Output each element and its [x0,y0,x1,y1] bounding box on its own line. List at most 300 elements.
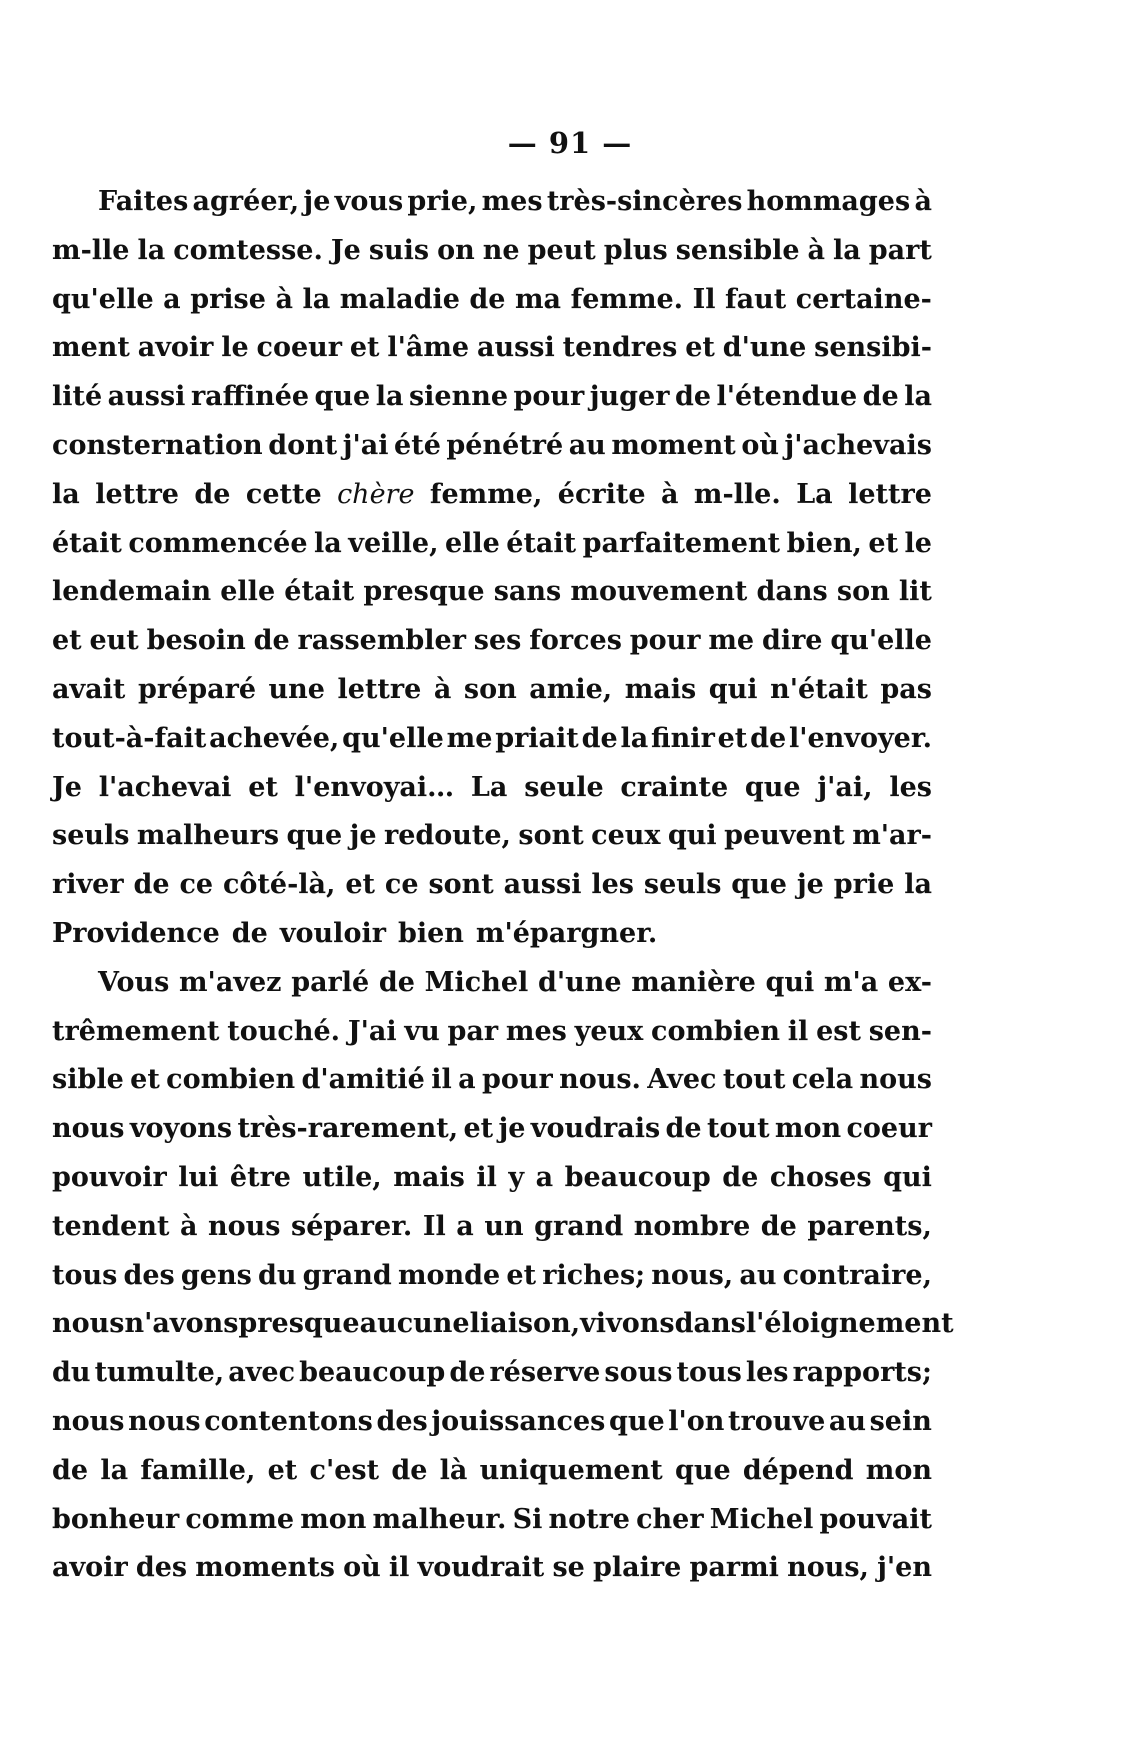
word: d'amitié [301,1064,425,1096]
word: la [620,722,649,754]
word: on [437,234,475,266]
word: le [904,527,932,559]
text-line [52,332,932,381]
word: elle [444,527,500,559]
word: pour [513,381,585,413]
word: au [568,429,606,461]
word: les [889,771,932,803]
word: qui [667,820,717,852]
word: tendres [562,332,678,364]
word: à [914,186,932,217]
word: qui [883,1161,932,1193]
word: moments [195,1552,335,1584]
word: était [284,576,355,608]
word: mouvement [570,576,748,608]
word: peut [527,234,596,266]
word: que [608,1405,665,1437]
text-line [98,967,932,1016]
text-line [52,820,932,869]
word: gens [180,1259,252,1291]
word: priait [495,722,579,754]
word: nous [52,1308,125,1340]
word: n'avons [124,1308,239,1340]
word: touché. [227,1015,341,1047]
word: je [349,820,377,852]
word: utile, [302,1161,382,1193]
word: à [275,283,293,315]
word: me [446,722,493,754]
word: peuvent [724,820,845,852]
word: plus [603,234,668,266]
word: être [229,1161,291,1193]
word: ce [179,869,214,901]
word: des [376,1405,428,1437]
word: était [52,527,122,559]
text-line [52,284,932,333]
word: et [52,625,82,657]
word: coeur [846,1113,932,1145]
word: parlé [291,966,370,998]
word: nous, [787,1552,869,1584]
word: que [744,771,801,803]
text-line [52,1016,932,1065]
word: des [135,1552,188,1584]
word: Avec [647,1064,717,1096]
word: que [286,820,343,852]
word: beaucoup [564,1161,711,1193]
word: certaine- [795,283,932,315]
word: crainte [620,771,729,803]
word: de [581,722,618,754]
text-line [52,235,932,284]
word: ses [473,625,522,657]
word: les [745,1357,789,1389]
word: la [137,234,166,266]
word: aussi [503,869,582,901]
word: et [248,771,278,803]
word: Si [512,1503,543,1535]
word: nous. [559,1064,641,1096]
word: n'était [770,673,868,705]
word: mon [865,1454,932,1486]
word: nous [859,1064,932,1096]
word: Il [692,283,716,315]
word: prie, [407,186,478,217]
text-line [52,1357,932,1406]
word: qui [765,966,815,998]
word: dire [761,625,823,657]
word: le [221,332,249,364]
text-line [52,869,932,918]
word: les [591,869,635,901]
word: parmi [689,1552,779,1584]
word: nous [52,1113,125,1145]
word: l'âme [387,332,470,364]
word: malheur. [372,1503,507,1535]
word: d'une [722,332,807,364]
word: finir [651,722,715,754]
word: et [717,722,748,754]
word: de [231,917,268,949]
word: veille, [348,527,439,559]
word: m'épargner. [475,917,658,949]
text-line [52,430,932,479]
word: m'a [823,966,879,998]
word: nombre [633,1210,751,1242]
text-line [52,1113,932,1162]
word: ceux [591,820,661,852]
word: au [828,1405,866,1437]
word: rassembler [297,625,466,657]
word: qui [708,673,758,705]
word: de [52,1454,89,1486]
text-line [52,479,932,528]
word: aucune [359,1308,470,1340]
text-line [52,1162,932,1211]
word: lui [178,1161,219,1193]
word: nous [128,1405,201,1437]
word: cher [636,1503,704,1535]
word: l'envoyer. [788,722,932,754]
word: que [731,869,787,901]
word: la [833,234,861,266]
word: et [130,1064,160,1096]
word: dans [756,576,828,608]
word: lettre [337,673,422,705]
word: parfaitement [582,527,781,559]
word: m'ar- [852,820,932,852]
word: j'achevais [784,429,932,461]
text-line [52,381,932,430]
word: lit [898,576,932,608]
word: de [760,1210,797,1242]
word: où [343,1552,381,1584]
word: de [449,1357,486,1389]
word: Vous [98,966,170,998]
word: ce [384,869,419,901]
word: ma [514,283,562,315]
word: la [314,527,342,559]
word: l'envoyai… [294,771,455,803]
word: de [665,1113,702,1145]
word: lettre [848,478,932,510]
word: du [52,1357,91,1389]
word: avec [228,1357,296,1389]
word: raffinée [190,381,310,413]
word: se [552,1552,585,1584]
word: consternation [52,429,263,461]
word: mais [624,673,697,705]
word: que [314,381,371,413]
word: bonheur [52,1503,180,1535]
word: contraire, [782,1259,932,1291]
word: qu'elle [52,283,154,315]
word: il [431,1064,452,1096]
word: Faites [98,186,189,217]
word: presque [238,1308,360,1340]
word: riches; [542,1259,646,1291]
word: l'achevai [98,771,232,803]
word: pouvait [819,1503,932,1535]
word: de [469,283,506,315]
word: de [722,1161,759,1193]
word: grand [302,1259,392,1291]
word: sienne [408,381,509,413]
word: et [868,527,899,559]
word: vu [404,1015,440,1047]
word: sans [493,576,562,608]
word: et [345,869,376,901]
word: monde [397,1259,501,1291]
word: sont [518,820,584,852]
word: Je [330,234,361,266]
word: de [253,625,290,657]
word: manière [631,966,756,998]
word: vous [334,186,404,217]
word: qu'elle [342,722,444,754]
word: comtesse. [173,234,323,266]
word: un [484,1210,524,1242]
text-line [52,1406,932,1455]
word: pouvoir [52,1161,167,1193]
word: là [439,1454,468,1486]
word: son [836,576,890,608]
word: avoir [52,1552,128,1584]
word: la [904,869,932,901]
word: elle [220,576,276,608]
word: et [349,332,380,364]
word: l'étendue [716,381,858,413]
word: seuls [52,820,130,852]
word: été [394,429,441,461]
word: du [257,1259,297,1291]
word: et [685,332,715,364]
word: de [862,381,899,413]
word: tout-à-fait [52,722,207,754]
word: jouissances [431,1405,606,1437]
word: prie [833,869,895,901]
word: a [458,1064,476,1096]
text-line [52,918,932,967]
word: est [816,1015,861,1047]
word: comme [185,1503,295,1535]
word: pénétré [446,429,564,461]
word: m-lle. [693,478,781,510]
word: beaucoup [299,1357,446,1389]
word: uniquement [479,1454,663,1486]
word: prise [190,283,266,315]
word: sein [869,1405,932,1437]
word: femme, [429,478,543,510]
word: rapports; [792,1357,932,1389]
text-line [52,576,932,625]
word: besoin [146,625,246,657]
word: suis [368,234,430,266]
word: agréer, [192,186,300,217]
word: de [378,966,415,998]
text-line [52,528,932,577]
word: tous [52,1259,118,1291]
word: mes [481,186,543,217]
word: au [739,1259,777,1291]
word: la [52,478,80,510]
word: de [194,478,231,510]
word: à [179,1210,198,1242]
word: voudrait [417,1552,545,1584]
word: des [123,1259,175,1291]
word: combien [166,1064,296,1096]
word: grand [534,1210,624,1242]
text-line [52,1308,954,1357]
word: tumulte, [94,1357,225,1389]
word: dont [268,429,338,461]
word: l'on [668,1405,725,1437]
text-line [52,674,932,723]
word: Je [52,771,82,803]
word: lettre [95,478,179,510]
word: J'ai [347,1015,397,1047]
word: aussi [476,332,555,364]
word: La [470,771,508,803]
word: séparer. [291,1210,413,1242]
word: Providence [52,917,220,949]
word: seule [524,771,604,803]
word: pour [629,625,701,657]
word: river [52,869,124,901]
word: seuls [643,869,722,901]
word: ment [52,332,130,364]
word: forces [529,625,622,657]
text-line [52,772,932,821]
word: moment [611,429,736,461]
word: par [447,1015,499,1047]
word: mon [300,1503,367,1535]
text-line [52,1260,932,1309]
word: a [456,1210,474,1242]
word: ne [482,234,520,266]
word: nous [52,1405,125,1437]
word: liaison, [469,1308,581,1340]
word: sensible [675,234,800,266]
word: lendemain [52,576,212,608]
word: a [535,1161,554,1193]
text-line [52,1504,932,1553]
word: nous [208,1210,281,1242]
word: et [267,1454,298,1486]
word: hommages [746,186,911,217]
word: côté-là, [222,869,336,901]
word: faut [725,283,787,315]
word: avoir [137,332,214,364]
word: chère [337,478,415,510]
word: coeur [256,332,342,364]
text-line [52,723,932,772]
word: famille, [140,1454,256,1486]
word: pas [880,673,932,705]
word: à [433,673,452,705]
word: vouloir [279,917,386,949]
word: et [463,1113,494,1145]
word: la [302,283,331,315]
word: aussi [107,381,186,413]
word: bien [397,917,464,949]
word: voyons [129,1113,233,1145]
text-line [52,1064,932,1113]
word: cette [245,478,322,510]
word: son [463,673,517,705]
word: d'une [537,966,622,998]
word: dépend [742,1454,854,1486]
word: c'est [309,1454,380,1486]
word: je [796,869,824,901]
word: m'avez [178,966,282,998]
word: malheurs [136,820,280,852]
word: la [375,381,404,413]
word: une [268,673,325,705]
word: l'éloignement [745,1308,954,1340]
word: de [674,381,711,413]
word: la [100,1454,129,1486]
word: tout [706,1113,770,1145]
word: où [741,429,779,461]
word: sont [428,869,494,901]
word: il [388,1552,410,1584]
word: sous [604,1357,673,1389]
word: choses [769,1161,872,1193]
word: j'ai, [817,771,873,803]
word: sen- [868,1015,932,1047]
word: que [674,1454,731,1486]
word: réserve [489,1357,601,1389]
word: préparé [137,673,256,705]
word: juger [589,381,670,413]
word: notre [548,1503,630,1535]
word: avait [52,673,126,705]
word: parents, [807,1210,932,1242]
word: trêmement [52,1015,220,1047]
word: cela [791,1064,854,1096]
word: presque [363,576,485,608]
word: sible [52,1064,124,1096]
word: amie, [529,673,613,705]
text-line [52,1455,932,1504]
word: tous [676,1357,742,1389]
word: a [163,283,181,315]
word: tout [722,1064,786,1096]
text-line [98,186,932,235]
word: je [498,1113,526,1145]
word: et [506,1259,537,1291]
word: trouve [728,1405,826,1437]
text-line [52,1552,932,1601]
word: tendent [52,1210,170,1242]
word: maladie [339,283,460,315]
word: Il [422,1210,446,1242]
word: Michel [709,1503,814,1535]
word: part [868,234,932,266]
word: me [708,625,755,657]
word: de [391,1454,428,1486]
word: contentons [204,1405,373,1437]
text-line [52,1211,932,1260]
word: ex- [887,966,932,998]
word: j'ai [342,429,389,461]
word: de [750,722,787,754]
word: femme. [570,283,684,315]
word: yeux [574,1015,644,1047]
word: vivons [580,1308,675,1340]
word: plaire [593,1552,682,1584]
